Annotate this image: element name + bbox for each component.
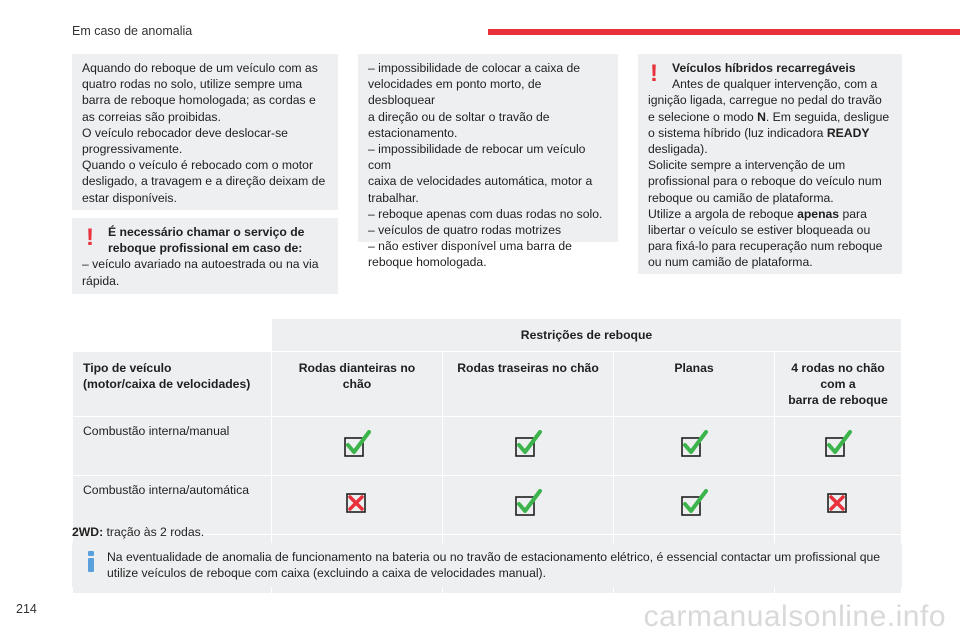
hybrid-line-4: o sistema híbrido (luz indicadora READY bbox=[648, 125, 870, 140]
hybrid-warning-title: Veículos híbridos recarregáveis bbox=[672, 61, 856, 75]
vehicle-type-title: Tipo de veículo bbox=[83, 361, 172, 375]
check-icon bbox=[678, 488, 710, 518]
vehicle-type-cell: Combustão interna/manual bbox=[73, 417, 272, 476]
towing-info-line: as correias são proibidas. bbox=[82, 109, 221, 124]
table-empty-corner bbox=[73, 319, 272, 352]
vehicle-type-cell: Combustão interna/automática bbox=[73, 476, 272, 535]
check-icon bbox=[512, 488, 544, 518]
restriction-cell bbox=[775, 417, 902, 476]
table-group-header-row bbox=[73, 319, 902, 352]
restriction-cell bbox=[443, 476, 614, 535]
towing-condition-line: – impossibilidade de rebocar um veículo com bbox=[368, 142, 586, 173]
warning-icon: ! bbox=[650, 60, 658, 87]
vehicle-type-subtitle: (motor/caixa de velocidades) bbox=[83, 377, 251, 391]
warning-title-line2: reboque profissional em caso de: bbox=[108, 241, 303, 256]
towing-condition-line: a direção ou de soltar o travão de bbox=[368, 109, 550, 124]
col-front-wheels-header: Rodas dianteiras no chão bbox=[272, 352, 443, 417]
hybrid-line-2: ignição ligada, carregue no pedal do travão bbox=[648, 93, 882, 108]
hybrid-line-5: desligada). bbox=[648, 142, 708, 157]
check-icon bbox=[678, 429, 710, 459]
towing-restrictions-header: Restrições de reboque bbox=[272, 319, 902, 352]
towing-conditions-box bbox=[358, 54, 618, 270]
restriction-cell bbox=[272, 417, 443, 476]
hybrid-line-1: Antes de qualquer intervenção, com a bbox=[672, 77, 878, 92]
info-line-2: utilize veículos de reboque com caixa (excluindo a caixa de velocidades manual). bbox=[107, 566, 546, 581]
hybrid-line-12: ou num camião de plataforma. bbox=[648, 255, 813, 270]
towing-info-line: progressivamente. bbox=[82, 142, 183, 157]
footnote-text: tração às 2 rodas. bbox=[103, 525, 205, 539]
towing-condition-line: – veículos de quatro rodas motrizes bbox=[368, 223, 562, 238]
cross-icon bbox=[341, 488, 373, 518]
towing-condition-line: – não estiver disponível uma barra de bbox=[368, 239, 572, 254]
towing-info-line: barra de reboque homologada; as cordas e bbox=[82, 93, 316, 108]
check-icon bbox=[512, 429, 544, 459]
warning-icon: ! bbox=[86, 224, 94, 251]
footnote-term: 2WD: bbox=[72, 525, 104, 539]
hybrid-line-6: Solicite sempre a intervenção de um bbox=[648, 158, 846, 173]
page-number: 214 bbox=[16, 602, 37, 616]
hybrid-line-11: para fixá-lo para recuperação num reboque bbox=[648, 239, 883, 254]
table-row bbox=[73, 417, 902, 476]
professional-service-warning-box bbox=[72, 218, 338, 294]
table-column-header-row bbox=[73, 352, 902, 417]
watermark: carmanualsonline.info bbox=[643, 600, 946, 633]
check-icon bbox=[822, 429, 854, 459]
warning-body-line1: – veículo avariado na autoestrada ou na via bbox=[82, 257, 319, 272]
towing-info-line: Aquando do reboque de um veículo com as bbox=[82, 61, 318, 75]
page-header-title: Em caso de anomalia bbox=[72, 24, 193, 38]
warning-title bbox=[72, 218, 338, 256]
warning-body-line2: rápida. bbox=[82, 273, 120, 288]
col-rear-wheels-header: Rodas traseiras no chão bbox=[443, 352, 614, 417]
warning-title-line1: É necessário chamar o serviço de bbox=[108, 225, 305, 239]
hybrid-line-9: Utilize a argola de reboque apenas para bbox=[648, 206, 867, 221]
towing-info-line: O veículo rebocador deve deslocar-se bbox=[82, 125, 288, 140]
vehicle-type-header bbox=[73, 352, 272, 417]
restriction-cell bbox=[614, 476, 775, 535]
towing-info-line: Quando o veículo é rebocado com o motor bbox=[82, 158, 314, 173]
info-line-1: Na eventualidade de anomalia de funcionamento na bateria ou no travão de estacionamento elétrico, é essencial contactar um profissional que bbox=[107, 550, 881, 564]
footnote-2wd bbox=[72, 525, 204, 539]
col-flatbed-header: Planas bbox=[614, 352, 775, 417]
towing-info-line: desligado, a travagem e a direção deixam de bbox=[82, 174, 326, 189]
towing-condition-line: reboque homologada. bbox=[368, 255, 487, 270]
info-icon bbox=[88, 551, 94, 572]
towing-info-text bbox=[72, 54, 338, 212]
check-icon bbox=[341, 429, 373, 459]
cross-icon bbox=[822, 488, 854, 518]
restriction-cell bbox=[443, 417, 614, 476]
towing-info-box bbox=[72, 54, 338, 210]
info-box bbox=[72, 543, 902, 587]
towing-condition-line: – reboque apenas com duas rodas no solo. bbox=[368, 206, 603, 221]
towing-condition-line: velocidades em ponto morto, de desbloquear bbox=[368, 77, 542, 108]
restriction-cell bbox=[775, 476, 902, 535]
towing-condition-line: – impossibilidade de colocar a caixa de bbox=[368, 61, 581, 75]
col-four-wheels-header: 4 rodas no chão com a barra de reboque bbox=[775, 352, 902, 417]
header-accent-bar bbox=[488, 29, 960, 35]
hybrid-line-3: e selecione o modo N. Em seguida, desligue bbox=[648, 109, 890, 124]
towing-conditions-list bbox=[358, 54, 618, 277]
towing-condition-line: caixa de velocidades automática, motor a bbox=[368, 174, 593, 189]
hybrid-warning-box bbox=[638, 54, 902, 274]
hybrid-line-10: libertar o veículo se estiver bloqueada ou bbox=[648, 223, 871, 238]
hybrid-line-7: profissional para o reboque do veículo num bbox=[648, 174, 882, 189]
towing-info-line: estar disponíveis. bbox=[82, 190, 177, 205]
hybrid-line-8: reboque ou camião de plataforma. bbox=[648, 190, 834, 205]
towing-condition-line: trabalhar. bbox=[368, 190, 419, 205]
towing-condition-line: estacionamento. bbox=[368, 125, 458, 140]
restriction-cell bbox=[272, 476, 443, 535]
towing-info-line: quatro rodas no solo, utilize sempre uma bbox=[82, 77, 303, 92]
restriction-cell bbox=[614, 417, 775, 476]
